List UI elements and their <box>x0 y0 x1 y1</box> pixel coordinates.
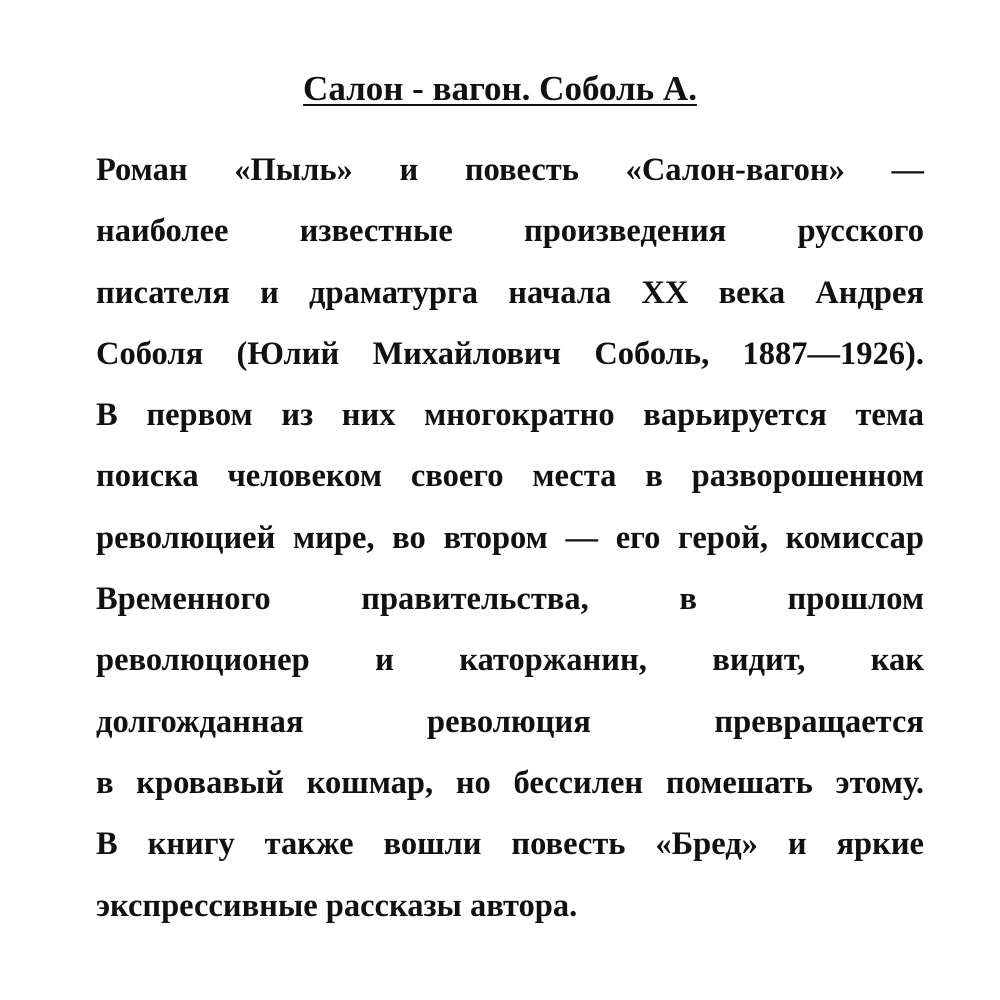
text-line-last: экспрессивные рассказы автора. <box>96 887 578 924</box>
text-line: революцией мире, во втором — его герой, комиссар <box>96 519 924 556</box>
description-paragraph <box>96 140 924 937</box>
text-line: наиболее известные произведения русского <box>96 213 924 250</box>
text-line: Роман «Пыль» и повесть «Салон-вагон» — <box>96 152 924 188</box>
text-line: долгожданная революция превращается <box>96 703 924 740</box>
text-line: революционер и каторжанин, видит, как <box>96 642 924 679</box>
text-line: В первом из них многократно варьируется тема <box>96 397 924 434</box>
text-line: писателя и драматурга начала XX века Андрея <box>96 274 924 311</box>
page-title <box>0 66 1000 112</box>
text-line: в кровавый кошмар, но бессилен помешать этому. <box>96 764 924 801</box>
text-line: В книгу также вошли повесть «Бред» и яркие <box>96 826 924 863</box>
page-title-text: Салон - вагон. Соболь А. <box>303 69 697 108</box>
text-line: Соболя (Юлий Михайлович Соболь, 1887—1926). <box>96 335 924 372</box>
text-line: поиска человеком своего места в разворошенном <box>96 458 924 495</box>
text-line: Временного правительства, в прошлом <box>96 581 924 618</box>
